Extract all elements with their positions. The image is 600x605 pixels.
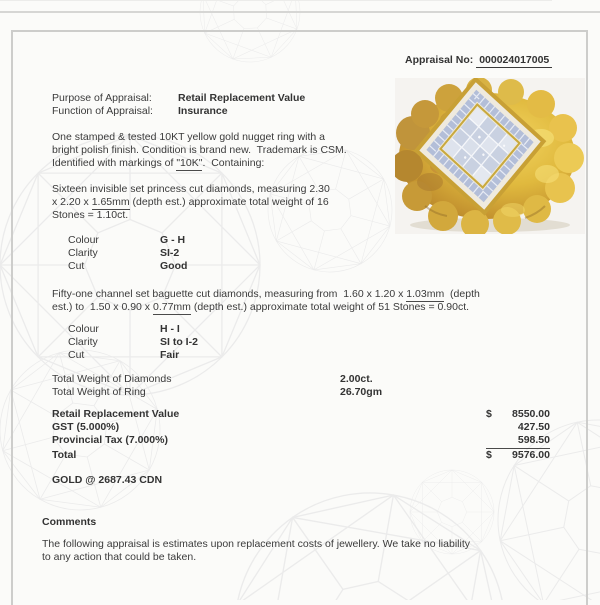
amount-value: 8550.00 bbox=[512, 408, 550, 420]
cut-label: Cut bbox=[68, 349, 85, 361]
colour-value: H - I bbox=[160, 323, 180, 335]
appraisal-number-value: 000024017005 bbox=[476, 54, 552, 68]
appraisal-number-label: Appraisal No: bbox=[405, 54, 474, 66]
amount-value: 9576.00 bbox=[512, 449, 550, 461]
description-line: One stamped & tested 10KT yellow gold nugget ring with a bbox=[52, 131, 325, 143]
total-ring-value: 26.70gm bbox=[340, 386, 383, 398]
cut-value: Good bbox=[160, 260, 188, 272]
comments-line: The following appraisal is estimates upon replacement costs of jewellery. We take no liability bbox=[42, 538, 470, 550]
total-label: Total bbox=[52, 449, 77, 461]
retail-value-label: Retail Replacement Value bbox=[52, 408, 180, 420]
amount-value: 427.50 bbox=[517, 421, 550, 433]
baguette-line: Fifty-one channel set baguette cut diamonds, measuring from 1.60 x 1.20 x 1.03mm (depth bbox=[52, 288, 480, 300]
colour-value: G - H bbox=[160, 234, 186, 246]
baguette-diamonds-paragraph bbox=[52, 288, 480, 314]
function-row bbox=[52, 105, 228, 118]
table-row bbox=[68, 323, 198, 336]
princess-line: Sixteen invisible set princess cut diamonds, measuring 2.30 bbox=[52, 183, 330, 195]
gst-label: GST (5.000%) bbox=[52, 421, 120, 433]
purpose-label: Purpose of Appraisal: bbox=[52, 92, 152, 104]
currency-symbol: $ bbox=[486, 449, 492, 461]
princess-diamonds-paragraph bbox=[52, 183, 330, 222]
purpose-row bbox=[52, 92, 305, 105]
total-ring-weight-row bbox=[52, 386, 472, 399]
total-ring-label: Total Weight of Ring bbox=[52, 386, 146, 398]
princess-grade-table bbox=[68, 234, 187, 273]
table-row bbox=[68, 336, 198, 349]
comments-heading: Comments bbox=[42, 516, 97, 528]
cut-label: Cut bbox=[68, 260, 85, 272]
item-description bbox=[52, 131, 347, 170]
gst-amount bbox=[486, 421, 550, 434]
gold-nugget-ring-image bbox=[395, 78, 585, 234]
currency-symbol: $ bbox=[486, 408, 492, 420]
clarity-label: Clarity bbox=[68, 247, 98, 259]
clarity-label: Clarity bbox=[68, 336, 98, 348]
description-line: Identified with markings of "10K". Containing: bbox=[52, 157, 265, 169]
table-row bbox=[68, 260, 187, 273]
baguette-line: est.) to 1.50 x 0.90 x 0.77mm (depth est.) approximate total weight of 51 Stones = 0.90ct. bbox=[52, 301, 470, 313]
description-line: bright polish finish. Condition is brand new. Trademark is CSM. bbox=[52, 144, 347, 156]
marking-value: "10K" bbox=[176, 157, 203, 169]
retail-value-amount bbox=[486, 408, 550, 421]
provincial-tax-amount bbox=[486, 434, 550, 449]
clarity-value: SI to I-2 bbox=[160, 336, 198, 348]
gold-rate-note: GOLD @ 2687.43 CDN bbox=[52, 474, 163, 486]
total-diamonds-value: 2.00ct. bbox=[340, 373, 373, 385]
depth-measure: 1.65mm bbox=[91, 196, 130, 208]
colour-label: Colour bbox=[68, 234, 99, 246]
depth-measure: 0.77mm bbox=[152, 301, 191, 313]
comments-paragraph bbox=[42, 538, 470, 564]
amount-value: 598.50 bbox=[517, 434, 550, 446]
appraisal-number bbox=[405, 54, 552, 67]
total-diamonds-label: Total Weight of Diamonds bbox=[52, 373, 172, 385]
cut-value: Fair bbox=[160, 349, 180, 361]
function-label: Function of Appraisal: bbox=[52, 105, 153, 117]
ring-photo bbox=[395, 78, 585, 234]
total-diamond-weight-row bbox=[52, 373, 472, 386]
table-row bbox=[68, 349, 198, 362]
table-row bbox=[68, 247, 187, 260]
comments-line: to any action that could be taken. bbox=[42, 551, 197, 563]
princess-line: x 2.20 x 1.65mm (depth est.) approximate total weight of 16 bbox=[52, 196, 329, 208]
provincial-tax-label: Provincial Tax (7.000%) bbox=[52, 434, 168, 446]
purpose-value: Retail Replacement Value bbox=[178, 92, 306, 104]
section-divider bbox=[0, 0, 552, 1]
baguette-grade-table bbox=[68, 323, 198, 362]
depth-measure: 1.03mm bbox=[406, 288, 445, 300]
total-amount bbox=[486, 449, 550, 462]
clarity-value: SI-2 bbox=[160, 247, 180, 259]
function-value: Insurance bbox=[178, 105, 228, 117]
princess-line: Stones = 1.10ct. bbox=[52, 209, 129, 221]
colour-label: Colour bbox=[68, 323, 99, 335]
table-row bbox=[68, 234, 187, 247]
